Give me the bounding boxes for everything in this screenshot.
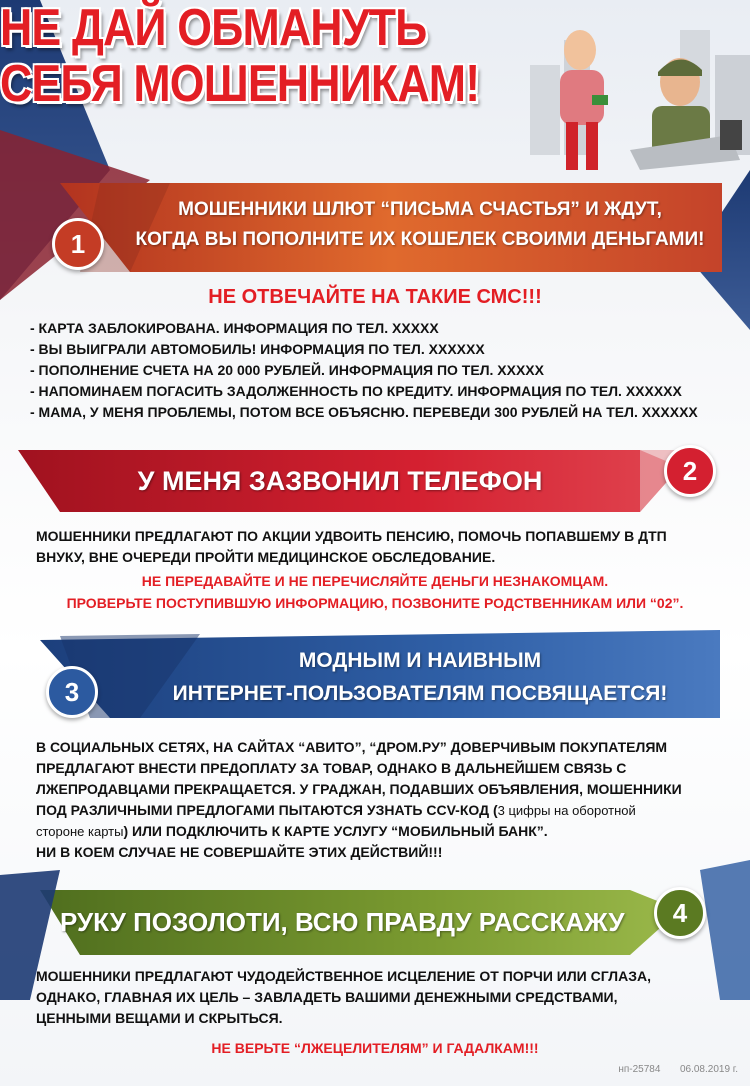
scammers-illustration (530, 10, 750, 180)
section-3-body-line-6: НИ В КОЕМ СЛУЧАЕ НЕ СОВЕРШАЙТЕ ЭТИХ ДЕЙСТВИЙ!!! (36, 844, 443, 860)
section-1-warning: НЕ ОТВЕЧАЙТЕ НА ТАКИЕ СМС!!! (208, 286, 542, 308)
section-3-number: 3 (46, 666, 98, 718)
section-3-body-line-5a: стороне карты (36, 824, 124, 839)
list-item: - ПОПОЛНЕНИЕ СЧЕТА НА 20 000 РУБЛЕЙ. ИНФОРМАЦИЯ ПО ТЕЛ. XXXXX (30, 362, 544, 378)
section-2-body-line-1: МОШЕННИКИ ПРЕДЛАГАЮТ ПО АКЦИИ УДВОИТЬ ПЕНСИЮ, ПОМОЧЬ ПОПАВШЕМУ В ДТП (36, 528, 667, 544)
section-2-warning-line-1: НЕ ПЕРЕДАВАЙТЕ И НЕ ПЕРЕЧИСЛЯЙТЕ ДЕНЬГИ НЕЗНАКОМЦАМ. (141, 573, 609, 589)
section-1-heading (120, 195, 720, 255)
section-4-number: 4 (654, 887, 706, 939)
section-2-body (36, 526, 667, 568)
section-4-heading: РУКУ ПОЗОЛОТИ, ВСЮ ПРАВДУ РАССКАЖУ (60, 907, 625, 937)
section-4-warning: НЕ ВЕРЬТЕ “ЛЖЕЦЕЛИТЕЛЯМ” И ГАДАЛКАМ!!! (211, 1040, 539, 1056)
list-item: - НАПОМИНАЕМ ПОГАСИТЬ ЗАДОЛЖЕННОСТЬ ПО КРЕДИТУ. ИНФОРМАЦИЯ ПО ТЕЛ. XXXXXX (30, 383, 682, 399)
section-1-number: 1 (52, 218, 104, 270)
section-2-body-line-2: ВНУКУ, ВНЕ ОЧЕРЕДИ ПРОЙТИ МЕДИЦИНСКОЕ ОБСЛЕДОВАНИЕ. (36, 549, 496, 565)
section-4-body-line-2: ОДНАКО, ГЛАВНАЯ ИХ ЦЕЛЬ – ЗАВЛАДЕТЬ ВАШИМИ ДЕНЕЖНЫМИ СРЕДСТВАМИ, (36, 989, 618, 1005)
section-3-body-line-1: В СОЦИАЛЬНЫХ СЕТЯХ, НА САЙТАХ “АВИТО”, “ДРОМ.РУ” ДОВЕРЧИВЫМ ПОКУПАТЕЛЯМ (36, 739, 668, 755)
section-3-heading (140, 644, 700, 710)
section-3-body-line-2: ПРЕДЛАГАЮТ ВНЕСТИ ПРЕДОПЛАТУ ЗА ТОВАР, ОДНАКО В ДАЛЬНЕЙШЕМ СВЯЗЬ С (36, 760, 627, 776)
list-item: - КАРТА ЗАБЛОКИРОВАНА. ИНФОРМАЦИЯ ПО ТЕЛ. XXXXX (30, 320, 439, 336)
section-2-warning-line-2: ПРОВЕРЬТЕ ПОСТУПИВШУЮ ИНФОРМАЦИЮ, ПОЗВОНИТЕ РОДСТВЕННИКАМ ИЛИ “02”. (66, 595, 684, 611)
sms-examples-list (30, 318, 698, 423)
section-2-heading: У МЕНЯ ЗАЗВОНИЛ ТЕЛЕФОН (137, 466, 543, 496)
footer-code: нп-25784 (618, 1064, 661, 1075)
section-3-body-line-4 (36, 800, 682, 821)
title-line-1: НЕ ДАЙ ОБМАНУТЬ (0, 0, 427, 57)
section-1-heading-line-1: МОШЕННИКИ ШЛЮТ “ПИСЬМА СЧАСТЬЯ” И ЖДУТ, (178, 199, 662, 220)
section-3-body-line-3: ЛЖЕПРОДАВЦАМИ ПРЕКРАЩАЕТСЯ. У ГРАДЖАН, ПОДАВШИХ ОБЪЯВЛЕНИЯ, МОШЕННИКИ (36, 781, 682, 797)
section-4-body-line-1: МОШЕННИКИ ПРЕДЛАГАЮТ ЧУДОДЕЙСТВЕННОЕ ИСЦЕЛЕНИЕ ОТ ПОРЧИ ИЛИ СГЛАЗА, (36, 968, 652, 984)
section-2-warning (0, 570, 750, 614)
section-2-number: 2 (664, 445, 716, 497)
section-3-heading-line-2: ИНТЕРНЕТ-ПОЛЬЗОВАТЕЛЯМ ПОСВЯЩАЕТСЯ! (172, 682, 668, 705)
section-4-body-line-3: ЦЕННЫМИ ВЕЩАМИ И СКРЫТЬСЯ. (36, 1010, 283, 1026)
footer (618, 1064, 738, 1075)
section-4-body (36, 966, 651, 1029)
list-item: - МАМА, У МЕНЯ ПРОБЛЕМЫ, ПОТОМ ВСЕ ОБЪЯСНЮ. ПЕРЕВЕДИ 300 РУБЛЕЙ НА ТЕЛ. XXXXXX (30, 404, 698, 420)
section-3-heading-line-1: МОДНЫМ И НАИВНЫМ (298, 649, 542, 672)
section-3-body-line-4a: ПОД РАЗЛИЧНЫМИ ПРЕДЛОГАМИ ПЫТАЮТСЯ УЗНАТЬ CCV-КОД ( (36, 802, 498, 818)
section-3-body-line-5 (36, 821, 682, 842)
title-line-2: СЕБЯ МОШЕННИКАМ! (0, 55, 480, 113)
footer-date: 06.08.2019 г. (679, 1064, 738, 1075)
section-1-heading-line-2: КОГДА ВЫ ПОПОЛНИТЕ ИХ КОШЕЛЕК СВОИМИ ДЕНЬГАМИ! (135, 229, 705, 250)
section-3-body-line-4b: 3 цифры на оборотной (497, 803, 636, 818)
list-item: - ВЫ ВЫИГРАЛИ АВТОМОБИЛЬ! ИНФОРМАЦИЯ ПО ТЕЛ. XXXXXX (30, 341, 485, 357)
poster-title (0, 0, 480, 113)
section-3-body (36, 737, 682, 863)
section-3-body-line-5b: ) ИЛИ ПОДКЛЮЧИТЬ К КАРТЕ УСЛУГУ “МОБИЛЬНЫЙ БАНК”. (123, 823, 548, 839)
